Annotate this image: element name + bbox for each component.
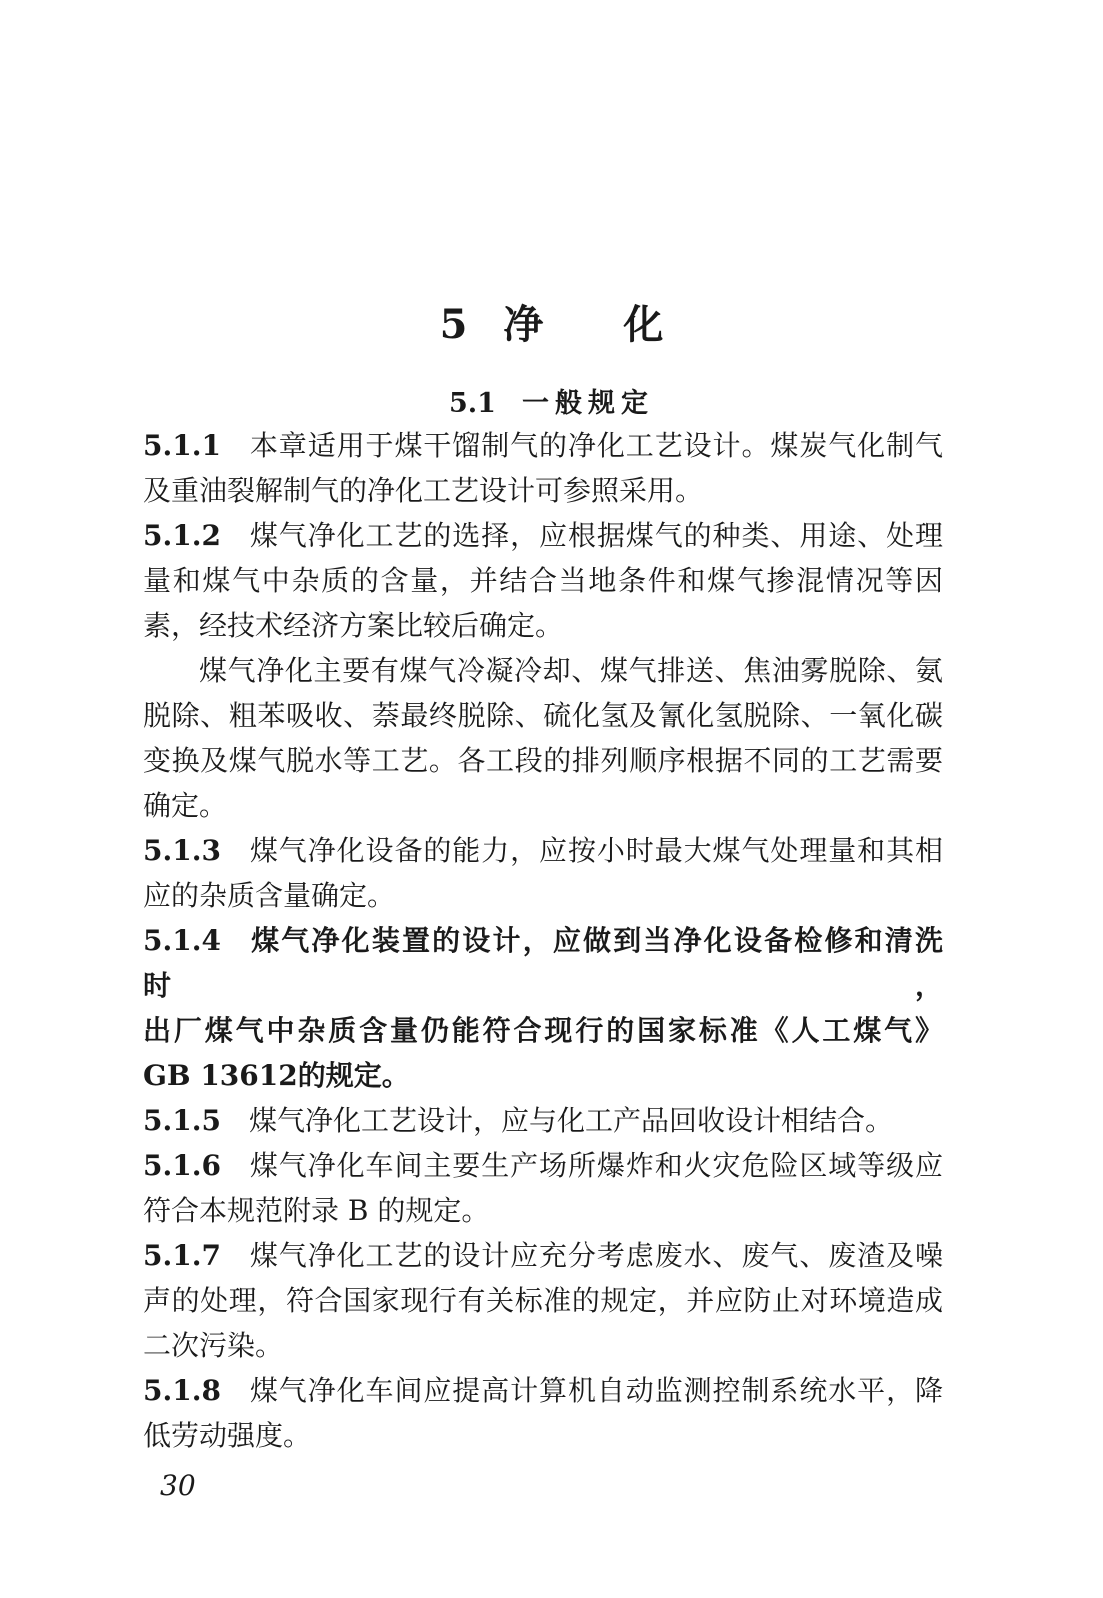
clause-number: 5.1.3 xyxy=(143,834,221,867)
clause-line: 素，经技术经济方案比较后确定。 xyxy=(143,609,564,642)
clause-list xyxy=(143,423,943,1458)
clause-5-1-2 xyxy=(143,513,943,648)
clause-number: 5.1.2 xyxy=(143,519,221,552)
chapter-title xyxy=(0,295,1103,355)
clause-line: 煤气净化设备的能力，应按小时最大煤气处理量和其相 xyxy=(248,834,943,867)
clause-line: 符合本规范附录 B 的规定。 xyxy=(143,1194,490,1227)
clause-line: 煤气净化工艺的选择，应根据煤气的种类、用途、处理 xyxy=(248,519,943,552)
clause-line: 煤气净化主要有煤气冷凝冷却、煤气排送、焦油雾脱除、氨 xyxy=(199,654,943,687)
clause-5-1-3 xyxy=(143,828,943,918)
clause-5-1-5 xyxy=(143,1098,943,1143)
clause-number: 5.1.7 xyxy=(143,1239,221,1272)
clause-line: 变换及煤气脱水等工艺。各工段的排列顺序根据不同的工艺需要 xyxy=(143,744,943,777)
clause-5-1-7 xyxy=(143,1233,943,1368)
clause-line: 出厂煤气中杂质含量仍能符合现行的国家标准《人工煤气》 xyxy=(143,1014,943,1047)
clause-number: 5.1.8 xyxy=(143,1374,221,1407)
clause-line: 本章适用于煤干馏制气的净化工艺设计。煤炭气化制气 xyxy=(248,429,943,462)
clause-line: GB 13612的规定。 xyxy=(143,1059,410,1092)
page-number: 30 xyxy=(160,1469,196,1502)
clause-number: 5.1.5 xyxy=(143,1104,221,1137)
chapter-title-char-1: 净 xyxy=(503,300,544,348)
clause-5-1-8 xyxy=(143,1368,943,1458)
clause-5-1-2-continuation xyxy=(143,648,943,828)
clause-line: 应的杂质含量确定。 xyxy=(143,879,396,912)
chapter-number: 5 xyxy=(439,300,468,348)
clause-line: 及重油裂解制气的净化工艺设计可参照采用。 xyxy=(143,474,704,507)
clause-line: 确定。 xyxy=(143,789,228,822)
section-number: 5.1 xyxy=(449,388,496,420)
clause-5-1-1 xyxy=(143,423,943,513)
clause-5-1-4 xyxy=(143,918,943,1098)
clause-5-1-6 xyxy=(143,1143,943,1233)
clause-line: 煤气净化工艺的设计应充分考虑废水、废气、废渣及噪 xyxy=(248,1239,943,1272)
clause-line: 脱除、粗苯吸收、萘最终脱除、硫化氢及氰化氢脱除、一氧化碳 xyxy=(143,699,943,732)
clause-number: 5.1.6 xyxy=(143,1149,221,1182)
clause-number: 5.1.4 xyxy=(143,924,221,957)
clause-line: 低劳动强度。 xyxy=(143,1419,312,1452)
clause-line: 煤气净化车间主要生产场所爆炸和火灾危险区域等级应 xyxy=(248,1149,943,1182)
chapter-title-char-2: 化 xyxy=(623,300,664,348)
section-title xyxy=(0,382,1103,426)
clause-number: 5.1.1 xyxy=(143,429,221,462)
clause-line: 煤气净化工艺设计，应与化工产品回收设计相结合。 xyxy=(248,1104,893,1137)
clause-line: 声的处理，符合国家现行有关标准的规定，并应防止对环境造成 xyxy=(143,1284,943,1317)
clause-line: 二次污染。 xyxy=(143,1329,284,1362)
section-title-text: 一般规定 xyxy=(521,388,654,420)
clause-line: 量和煤气中杂质的含量，并结合当地条件和煤气掺混情况等因 xyxy=(143,564,943,597)
clause-line: 煤气净化车间应提高计算机自动监测控制系统水平，降 xyxy=(248,1374,943,1407)
clause-line: 煤气净化装置的设计，应做到当净化设备检修和清洗时， xyxy=(143,924,943,1002)
